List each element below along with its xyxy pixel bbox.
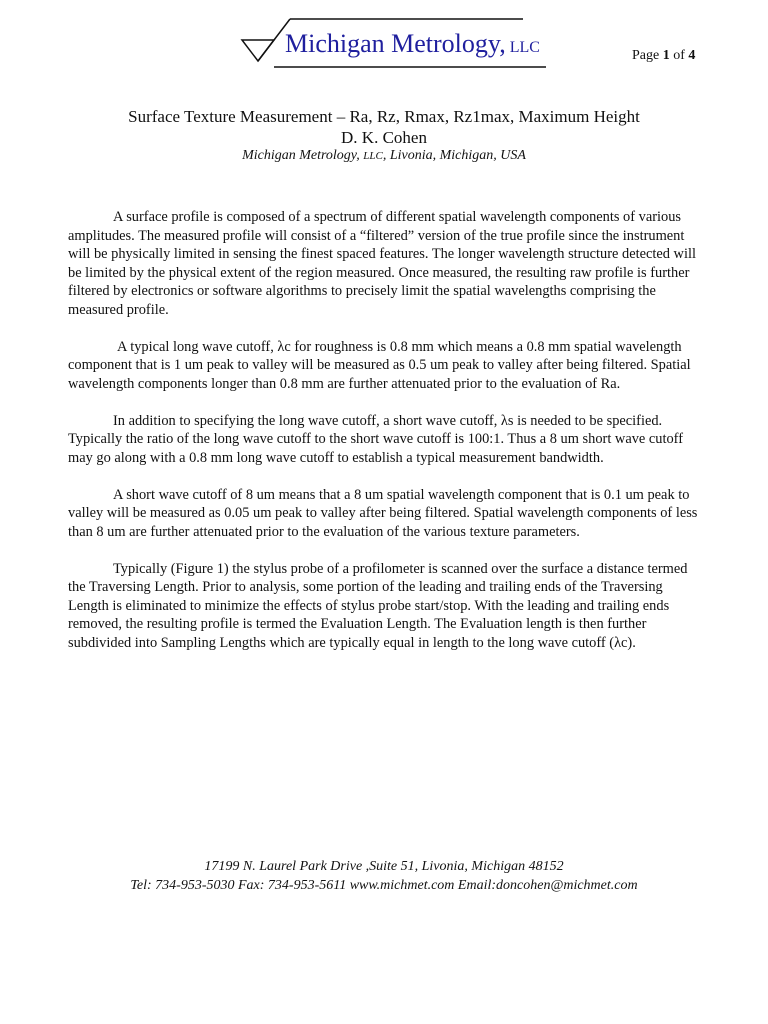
paragraph: A short wave cutoff of 8 um means that a 8 um spatial wavelength component that is 0.1 um peak to valley will be measured as 0.05 um peak to valley after being filtered. Spatial wavelength components of less than 8 um are further attenuated prior to the evaluation of the various texture parameters.: [68, 486, 698, 540]
paragraph: Typically (Figure 1) the stylus probe of a profilometer is scanned over the surface a distance termed the Traversing Length. Prior to analysis, some portion of the leading and trailing ends of the Traversing Length is eliminated to minimize the effects of stylus probe start/stop. With the leading and trailing ends removed, the resulting profile is termed the Evaluation Length. The Evaluation length is then further subdivided into Sampling Lengths which are typically equal in length to the long wave cutoff (λc).: [68, 560, 688, 651]
logo-llc: LLC: [509, 39, 540, 56]
logo-name: Michigan Metrology,: [285, 29, 506, 58]
page-total: 4: [688, 48, 696, 63]
page-footer: [0, 857, 768, 895]
document-title: Surface Texture Measurement – Ra, Rz, Rmax, Rz1max, Maximum Height: [128, 107, 640, 126]
document-title-block: [0, 106, 768, 148]
page-current: 1: [662, 48, 670, 63]
affil-llc: LLC: [363, 150, 383, 162]
affil-part-a: Michigan Metrology,: [242, 148, 364, 163]
paragraph: In addition to specifying the long wave cutoff, a short wave cutoff, λs is needed to be specified. Typically the ratio of the long wave cutoff to the short wave cutoff is 100:1. Thus a 8 um short wave cutoff may go along with a 0.8 mm long wave cutoff to establish a typical measurement bandwidth.: [68, 412, 683, 466]
document-author: D. K. Cohen: [341, 128, 427, 147]
page-prefix: Page: [632, 48, 663, 63]
footer-address: 17199 N. Laurel Park Drive ,Suite 51, Livonia, Michigan 48152: [204, 859, 564, 874]
author-affiliation: [0, 148, 768, 164]
page-of: of: [669, 48, 689, 63]
footer-contact: Tel: 734-953-5030 Fax: 734-953-5611 www.michmet.com Email:doncohen@michmet.com: [130, 878, 638, 893]
page-indicator: [632, 48, 695, 64]
paragraph: A typical long wave cutoff, λc for roughness is 0.8 mm which means a 0.8 mm spatial wavelength component that is 1 um peak to valley will be measured as 0.5 um peak to valley after being filtered. Spatial wavelength components longer than 0.8 mm are further attenuated prior to the evaluation of Ra.: [68, 338, 691, 392]
affil-part-b: , Livonia, Michigan, USA: [382, 148, 526, 163]
logo-wordmark: [285, 29, 540, 59]
company-logo: [240, 14, 550, 70]
paragraph: A surface profile is composed of a spectrum of different spatial wavelength components of various amplitudes. The measured profile will consist of a “filtered” version of the true profile since the instrument will be physically limited in sensing the finest spaced features. The longer wavelength structure detected will be limited by the physical extent of the region measured. Once measured, the resulting raw profile is further filtered by electronics or software algorithms to precisely limit the spatial wavelengths comprising the measured profile.: [68, 209, 696, 318]
document-body: [68, 208, 700, 671]
